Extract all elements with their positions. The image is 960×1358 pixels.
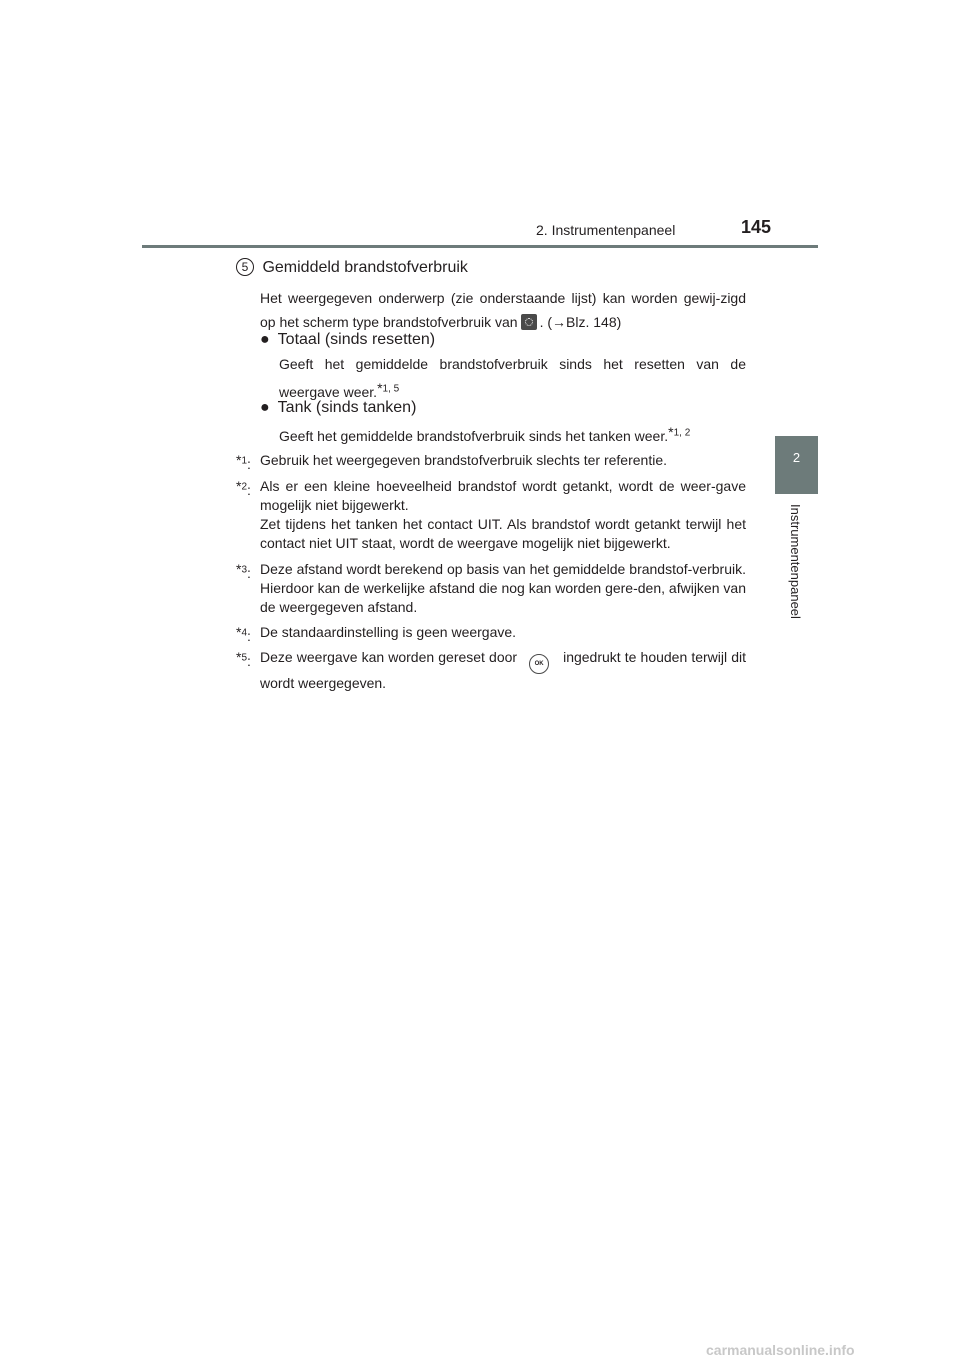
chapter-tab-label: Instrumentenpaneel bbox=[788, 504, 803, 619]
footnote-1 bbox=[236, 451, 746, 470]
footnote-refs: 1, 2 bbox=[673, 427, 691, 439]
bullet-heading-total bbox=[260, 331, 435, 349]
chapter-tab-label-wrap bbox=[786, 504, 806, 634]
footnote-star-icon: * bbox=[668, 424, 674, 440]
bullet-title: Totaal (sinds resetten) bbox=[277, 331, 436, 348]
bullet-description: Geeft het gemiddelde brandstofverbruik sinds het resetten van de weergave weer. bbox=[279, 356, 746, 400]
footnote-marker: *$^4$: bbox=[236, 624, 251, 644]
footnote-text-continued: Zet tijdens het tanken het contact UIT. Als brandstof wordt getankt terwijl het contact niet UIT staat, wordt de weergave mogelijk niet bijgewerkt. bbox=[260, 516, 746, 551]
bullet-title: Tank (sinds tanken) bbox=[277, 399, 417, 416]
item-intro bbox=[260, 286, 746, 334]
footnote-5 bbox=[236, 648, 746, 693]
footnote-text: Gebruik het weergegeven brandstofverbruik slechts ter referentie. bbox=[260, 452, 667, 468]
item-number-badge: 5 bbox=[236, 258, 254, 276]
footnote-marker: *$^5$: bbox=[236, 649, 251, 669]
item-title: Gemiddeld brandstofverbruik bbox=[262, 259, 468, 276]
page-number: 145 bbox=[741, 217, 772, 237]
footnote-refs: 1, 5 bbox=[382, 383, 400, 395]
ok-button-icon: OK bbox=[529, 654, 549, 674]
footnote-4 bbox=[236, 623, 746, 642]
footnote-text: De standaardinstelling is geen weergave. bbox=[260, 624, 517, 640]
item-intro-text: Het weergegeven onderwerp (zie onderstaande lijst) kan worden gewij-zigd op het scherm type brandstofverbruik van bbox=[260, 290, 746, 330]
bullet-heading-tank bbox=[260, 399, 416, 417]
footnote-text: Deze afstand wordt berekend op basis van het gemiddelde brandstof-verbruik. Hierdoor kan de werkelijke afstand die nog kan worden gere-den, afwijken van de weergegeven afstand. bbox=[260, 561, 746, 615]
footnote-2 bbox=[236, 477, 746, 553]
item-heading bbox=[236, 258, 468, 277]
footnote-text: Als er een kleine hoeveelheid brandstof wordt getankt, wordt de weer-gave mogelijk niet bijgewerkt. bbox=[260, 478, 746, 513]
bullet-text-total bbox=[279, 352, 746, 404]
bullet-description: Geeft het gemiddelde brandstofverbruik sinds het tanken weer. bbox=[279, 428, 669, 444]
footnote-marker: *$^1$: bbox=[236, 452, 251, 472]
settings-gear-icon bbox=[521, 314, 537, 330]
item-intro-ref: . (→Blz. 148) bbox=[539, 314, 622, 330]
chapter-tab-number: 2 bbox=[792, 450, 801, 465]
bullet-dot-icon: ● bbox=[260, 331, 270, 348]
header-divider bbox=[142, 245, 818, 248]
bullet-dot-icon: ● bbox=[260, 399, 270, 416]
bullet-text-tank bbox=[279, 420, 746, 448]
footnote-marker: *$^2$: bbox=[236, 478, 251, 498]
footnote-marker: *$^3$: bbox=[236, 561, 251, 581]
watermark: carmanualsonline.info bbox=[706, 1342, 855, 1358]
footnote-star-icon: * bbox=[377, 380, 383, 396]
chapter-tab bbox=[775, 436, 818, 494]
section-header: 2. Instrumentenpaneel bbox=[536, 222, 676, 238]
footnote-text: Deze weergave kan worden gereset door OK ingedrukt te houden terwijl dit wordt weergegeven. bbox=[260, 649, 747, 691]
footnote-3 bbox=[236, 560, 746, 617]
